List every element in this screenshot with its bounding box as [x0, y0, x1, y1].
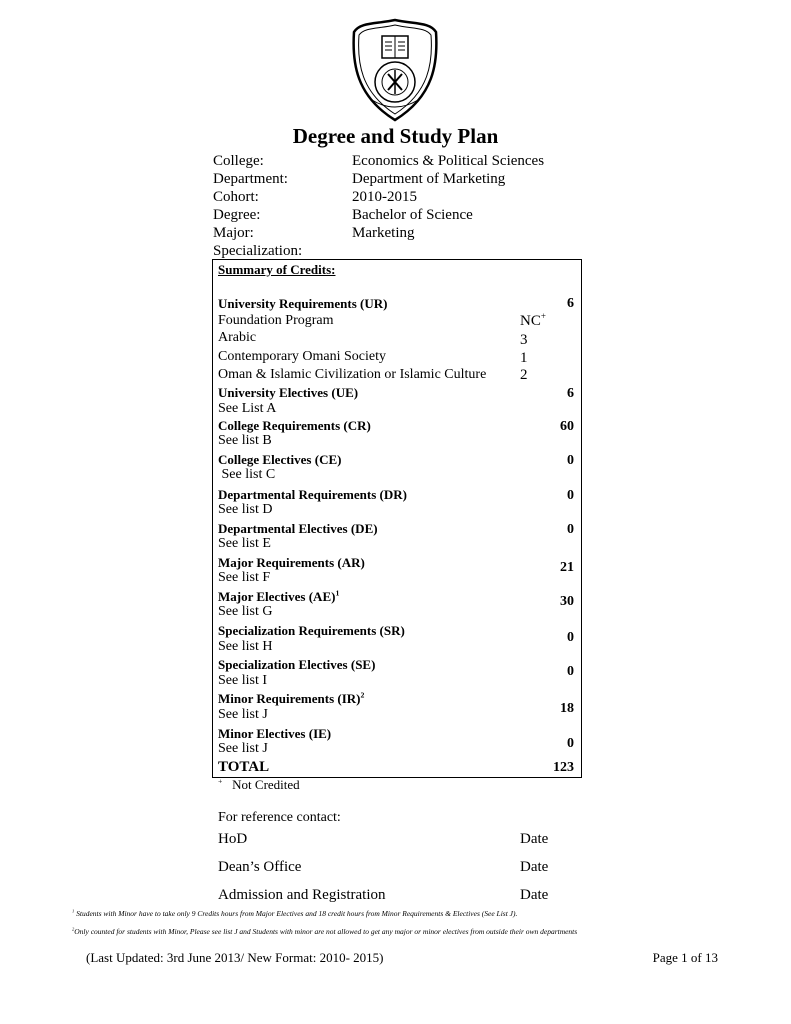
not-credited-mark: +	[218, 776, 223, 786]
footnote: $^1$ Students with Minor have to take only 9 Credits hours from Major Electives and 18 credit hours from Minor Requirements & Electives (See List J).	[72, 908, 518, 918]
group-list-ref: See list F	[218, 570, 271, 585]
group-label: Specialization Electives (SE)	[218, 657, 376, 672]
reference-date: Date	[520, 887, 549, 903]
specialization-label: Specialization:	[213, 243, 303, 259]
group-label: College Requirements (CR)	[218, 418, 371, 433]
group-list-ref: See list C	[218, 467, 276, 482]
group-credits: 18	[560, 701, 574, 716]
ur-item-value: 2	[520, 367, 528, 383]
ur-item-value: 1	[520, 350, 528, 366]
reference-date: Date	[520, 831, 549, 847]
department-label: Department:	[213, 171, 288, 187]
page-number: Page 1 of 13	[652, 950, 718, 965]
group-list-ref: See list D	[218, 502, 273, 517]
ur-item-label: Foundation Program	[218, 313, 334, 328]
ur-credits: 6	[567, 296, 574, 311]
group-list-ref: See list J	[218, 741, 268, 756]
department-value: Department of Marketing	[352, 171, 506, 187]
major-value: Marketing	[352, 225, 415, 241]
degree-value: Bachelor of Science	[352, 207, 473, 223]
ur-label: University Requirements (UR)	[218, 296, 388, 311]
group-label: Minor Electives (IE)	[218, 726, 332, 741]
group-list-ref: See list B	[218, 433, 272, 448]
group-credits: 30	[560, 594, 574, 609]
group-credits: 0	[567, 736, 574, 751]
group-credits: 6	[567, 386, 574, 401]
university-seal-icon	[352, 18, 438, 122]
page-title: Degree and Study Plan	[292, 124, 499, 148]
not-credited-note: + Not Credited	[218, 776, 300, 792]
group-label: Minor Requirements (IR)$^2$	[218, 690, 365, 706]
group-credits: 0	[567, 488, 574, 503]
reference-date: Date	[520, 859, 549, 875]
ur-item-value: NC+	[520, 311, 546, 329]
group-list-ref: See List A	[218, 401, 277, 416]
group-list-ref: See list I	[218, 673, 267, 688]
group-list-ref: See list E	[218, 536, 271, 551]
group-label: University Electives (UE)	[218, 385, 359, 400]
group-credits: 21	[560, 560, 574, 575]
group-list-ref: See list H	[218, 639, 273, 654]
group-credits: 0	[567, 453, 574, 468]
reference-contact: HoD	[218, 831, 248, 847]
reference-heading: For reference contact:	[218, 810, 341, 825]
reference-contact: Admission and Registration	[218, 887, 386, 903]
group-list-ref: See list G	[218, 604, 273, 619]
group-credits: 0	[567, 664, 574, 679]
reference-contact: Dean’s Office	[218, 859, 302, 875]
footnote: $^2$Only counted for students with Minor, Please see list J and Students with minor are not allowed to get any major or minor electives from outside their own departments	[72, 926, 578, 936]
group-label: Departmental Requirements (DR)	[218, 487, 407, 502]
group-label: Major Electives (AE)$^1$	[218, 588, 340, 604]
cohort-label: Cohort:	[213, 189, 259, 205]
ur-item-value: 3	[520, 332, 528, 348]
group-label: Major Requirements (AR)	[218, 555, 365, 570]
cohort-value: 2010-2015	[352, 189, 417, 205]
ur-item-label: Arabic	[218, 330, 257, 345]
group-list-ref: See list J	[218, 707, 268, 722]
group-credits: 60	[560, 419, 574, 434]
major-label: Major:	[213, 225, 254, 241]
group-credits: 0	[567, 630, 574, 645]
college-label: College:	[213, 153, 264, 169]
degree-label: Degree:	[213, 207, 261, 223]
ur-item-label: Oman & Islamic Civilization or Islamic Culture	[218, 367, 487, 382]
ur-item-label: Contemporary Omani Society	[218, 349, 386, 364]
last-updated: (Last Updated: 3rd June 2013/ New Format: 2010- 2015)	[86, 950, 384, 965]
group-credits: 0	[567, 522, 574, 537]
group-label: Departmental Electives (DE)	[218, 521, 378, 536]
total-label: TOTAL	[218, 759, 270, 775]
university-logo	[352, 18, 438, 122]
college-value: Economics & Political Sciences	[352, 153, 545, 169]
total-credits: 123	[553, 760, 574, 775]
group-label: Specialization Requirements (SR)	[218, 623, 405, 638]
group-label: College Electives (CE)	[218, 452, 342, 467]
summary-heading: Summary of Credits:	[218, 262, 336, 277]
